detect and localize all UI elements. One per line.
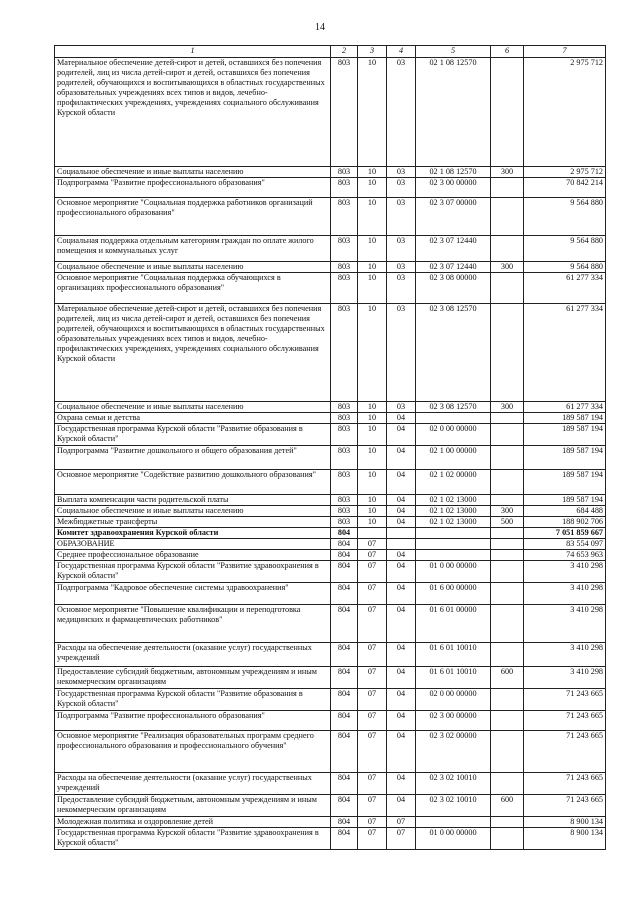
row-name-cell: Социальное обеспечение и иные выплаты населению — [55, 506, 331, 517]
row-name-cell: Комитет здравоохранения Курской области — [55, 528, 331, 539]
row-subsection-cell: 04 — [387, 495, 416, 506]
row-section-cell: 10 — [358, 446, 387, 470]
row-name-cell: Межбюджетные трансферты — [55, 517, 331, 528]
row-expense-type-cell — [491, 539, 524, 550]
row-expense-type-cell — [491, 413, 524, 424]
row-section-cell: 10 — [358, 58, 387, 167]
row-section-cell: 07 — [358, 667, 387, 689]
row-section-cell: 10 — [358, 167, 387, 178]
row-expense-type-cell — [491, 817, 524, 828]
row-amount-cell: 61 277 334 — [524, 402, 606, 413]
row-expense-type-cell — [491, 528, 524, 539]
row-section-cell: 07 — [358, 817, 387, 828]
row-target-code-cell — [416, 817, 491, 828]
row-target-code-cell: 02 3 08 12570 — [416, 304, 491, 402]
table-header-row — [55, 46, 606, 58]
row-amount-cell: 8 900 134 — [524, 817, 606, 828]
row-section-cell: 10 — [358, 506, 387, 517]
row-subsection-cell: 04 — [387, 506, 416, 517]
header-col-subsection: 4 — [387, 46, 416, 58]
table-row — [55, 167, 606, 178]
row-name-cell: Выплата компенсации части родительской платы — [55, 495, 331, 506]
row-name-cell: Государственная программа Курской области "Развитие здравоохранения в Курской области" — [55, 561, 331, 583]
table-row — [55, 304, 606, 402]
row-ministry-cell: 803 — [331, 167, 358, 178]
row-ministry-cell: 803 — [331, 446, 358, 470]
row-amount-cell: 9 564 880 — [524, 236, 606, 262]
row-name-cell: Среднее профессиональное образование — [55, 550, 331, 561]
row-name-cell: Основное мероприятие "Социальная поддержка обучающихся в организациях профессионального образования" — [55, 273, 331, 304]
row-ministry-cell: 803 — [331, 517, 358, 528]
row-ministry-cell: 803 — [331, 413, 358, 424]
row-target-code-cell: 02 1 02 00000 — [416, 470, 491, 495]
row-section-cell: 07 — [358, 539, 387, 550]
row-amount-cell: 74 653 963 — [524, 550, 606, 561]
table-row — [55, 198, 606, 236]
row-section-cell: 10 — [358, 517, 387, 528]
row-ministry-cell: 804 — [331, 583, 358, 605]
row-section-cell: 07 — [358, 689, 387, 711]
row-name-cell: Предоставление субсидий бюджетным, автономным учреждениям и иным некоммерческим организациям — [55, 667, 331, 689]
table-row — [55, 795, 606, 817]
row-expense-type-cell — [491, 711, 524, 731]
row-section-cell: 07 — [358, 828, 387, 850]
row-section-cell: 10 — [358, 495, 387, 506]
row-name-cell: Подпрограмма "Развитие профессионального образования" — [55, 178, 331, 198]
row-subsection-cell: 04 — [387, 583, 416, 605]
header-col-name: 1 — [55, 46, 331, 58]
row-target-code-cell: 02 3 02 10010 — [416, 795, 491, 817]
table-row — [55, 773, 606, 795]
table-row — [55, 667, 606, 689]
row-target-code-cell: 02 3 07 12440 — [416, 262, 491, 273]
page-number: 14 — [315, 22, 325, 33]
row-section-cell: 10 — [358, 424, 387, 446]
table-row — [55, 413, 606, 424]
row-expense-type-cell: 300 — [491, 167, 524, 178]
row-section-cell: 07 — [358, 773, 387, 795]
row-expense-type-cell — [491, 583, 524, 605]
table-row — [55, 402, 606, 413]
row-target-code-cell: 02 1 02 13000 — [416, 506, 491, 517]
row-section-cell: 10 — [358, 470, 387, 495]
row-ministry-cell: 804 — [331, 539, 358, 550]
table-row — [55, 711, 606, 731]
table-row — [55, 643, 606, 667]
row-amount-cell: 2 975 712 — [524, 167, 606, 178]
table-row — [55, 561, 606, 583]
table-body — [55, 58, 606, 850]
table-row — [55, 517, 606, 528]
row-ministry-cell: 803 — [331, 198, 358, 236]
row-subsection-cell: 03 — [387, 262, 416, 273]
header-col-expense-type: 6 — [491, 46, 524, 58]
row-expense-type-cell: 300 — [491, 402, 524, 413]
row-ministry-cell: 803 — [331, 58, 358, 167]
table-row — [55, 583, 606, 605]
row-subsection-cell: 04 — [387, 731, 416, 773]
row-expense-type-cell — [491, 773, 524, 795]
row-amount-cell: 3 410 298 — [524, 643, 606, 667]
row-name-cell: Подпрограмма "Развитие дошкольного и общего образования детей" — [55, 446, 331, 470]
row-name-cell: Социальное обеспечение и иные выплаты населению — [55, 167, 331, 178]
row-name-cell: Государственная программа Курской области "Развитие образования в Курской области" — [55, 689, 331, 711]
row-subsection-cell: 04 — [387, 689, 416, 711]
table-row — [55, 605, 606, 643]
row-subsection-cell: 03 — [387, 273, 416, 304]
row-target-code-cell: 02 0 00 00000 — [416, 424, 491, 446]
row-expense-type-cell — [491, 58, 524, 167]
row-name-cell: Социальная поддержка отдельным категориям граждан по оплате жилого помещения и коммунальных услуг — [55, 236, 331, 262]
header-col-target-code: 5 — [416, 46, 491, 58]
row-amount-cell: 3 410 298 — [524, 583, 606, 605]
row-ministry-cell: 803 — [331, 304, 358, 402]
row-expense-type-cell — [491, 731, 524, 773]
table-row — [55, 178, 606, 198]
row-amount-cell: 2 975 712 — [524, 58, 606, 167]
row-name-cell: Подпрограмма "Развитие профессионального образования" — [55, 711, 331, 731]
row-ministry-cell: 804 — [331, 711, 358, 731]
row-amount-cell: 71 243 665 — [524, 711, 606, 731]
row-amount-cell: 70 842 214 — [524, 178, 606, 198]
row-ministry-cell: 803 — [331, 495, 358, 506]
row-expense-type-cell — [491, 643, 524, 667]
row-ministry-cell: 804 — [331, 561, 358, 583]
row-subsection-cell: 04 — [387, 561, 416, 583]
row-ministry-cell: 804 — [331, 689, 358, 711]
row-ministry-cell: 803 — [331, 273, 358, 304]
row-target-code-cell: 02 3 08 00000 — [416, 273, 491, 304]
row-name-cell: Расходы на обеспечение деятельности (оказание услуг) государственных учреждений — [55, 643, 331, 667]
row-ministry-cell: 803 — [331, 402, 358, 413]
row-expense-type-cell — [491, 470, 524, 495]
row-amount-cell: 188 902 706 — [524, 517, 606, 528]
row-name-cell: Материальное обеспечение детей-сирот и детей, оставшихся без попечения родителей, лиц из числа детей-сирот и детей, оставшихся без попечения родителей, обучающихся и воспитывающихся в областных государственных образовательных учреждениях всех типов и видов, лечебно-профилактических учреждениях, учреждениях социального обслуживания Курской области — [55, 304, 331, 402]
row-name-cell: Расходы на обеспечение деятельности (оказание услуг) государственных учреждений — [55, 773, 331, 795]
table-row — [55, 539, 606, 550]
row-name-cell: Молодежная политика и оздоровление детей — [55, 817, 331, 828]
row-section-cell: 10 — [358, 236, 387, 262]
table-row — [55, 273, 606, 304]
row-section-cell: 10 — [358, 198, 387, 236]
row-target-code-cell: 02 3 08 12570 — [416, 402, 491, 413]
header-col-amount: 7 — [524, 46, 606, 58]
row-expense-type-cell — [491, 550, 524, 561]
row-subsection-cell: 03 — [387, 178, 416, 198]
table-row — [55, 550, 606, 561]
row-amount-cell: 189 587 194 — [524, 424, 606, 446]
row-amount-cell: 3 410 298 — [524, 667, 606, 689]
row-subsection-cell: 04 — [387, 711, 416, 731]
row-target-code-cell — [416, 528, 491, 539]
row-section-cell: 10 — [358, 413, 387, 424]
table-row — [55, 424, 606, 446]
row-section-cell: 10 — [358, 402, 387, 413]
row-target-code-cell: 02 1 08 12570 — [416, 167, 491, 178]
row-ministry-cell: 804 — [331, 528, 358, 539]
row-name-cell: Подпрограмма "Кадровое обеспечение системы здравоохранения" — [55, 583, 331, 605]
row-ministry-cell: 804 — [331, 795, 358, 817]
row-expense-type-cell — [491, 178, 524, 198]
row-target-code-cell — [416, 550, 491, 561]
row-amount-cell: 9 564 880 — [524, 262, 606, 273]
row-expense-type-cell — [491, 828, 524, 850]
row-ministry-cell: 804 — [331, 773, 358, 795]
row-amount-cell: 61 277 334 — [524, 273, 606, 304]
row-subsection-cell: 04 — [387, 605, 416, 643]
row-section-cell: 10 — [358, 178, 387, 198]
row-section-cell: 07 — [358, 731, 387, 773]
row-section-cell: 10 — [358, 273, 387, 304]
row-section-cell — [358, 528, 387, 539]
table-row — [55, 470, 606, 495]
table-row — [55, 495, 606, 506]
row-expense-type-cell — [491, 304, 524, 402]
row-subsection-cell: 04 — [387, 643, 416, 667]
row-section-cell: 07 — [358, 643, 387, 667]
row-section-cell: 07 — [358, 711, 387, 731]
row-target-code-cell: 02 3 02 00000 — [416, 731, 491, 773]
row-amount-cell: 71 243 665 — [524, 773, 606, 795]
row-target-code-cell: 01 6 01 10010 — [416, 643, 491, 667]
row-ministry-cell: 804 — [331, 643, 358, 667]
row-target-code-cell: 02 1 02 13000 — [416, 495, 491, 506]
row-name-cell: Социальное обеспечение и иные выплаты населению — [55, 402, 331, 413]
row-subsection-cell: 04 — [387, 773, 416, 795]
row-ministry-cell: 804 — [331, 550, 358, 561]
row-expense-type-cell — [491, 273, 524, 304]
row-amount-cell: 3 410 298 — [524, 561, 606, 583]
budget-table — [54, 45, 606, 850]
row-amount-cell: 71 243 665 — [524, 689, 606, 711]
row-subsection-cell: 03 — [387, 402, 416, 413]
row-amount-cell: 83 554 097 — [524, 539, 606, 550]
row-section-cell: 10 — [358, 304, 387, 402]
row-amount-cell: 7 051 859 667 — [524, 528, 606, 539]
row-expense-type-cell: 600 — [491, 795, 524, 817]
row-name-cell: Основное мероприятие "Социальная поддержка работников организаций профессионального образования" — [55, 198, 331, 236]
row-target-code-cell: 02 1 02 13000 — [416, 517, 491, 528]
row-expense-type-cell — [491, 605, 524, 643]
row-subsection-cell: 04 — [387, 667, 416, 689]
row-subsection-cell: 07 — [387, 817, 416, 828]
row-expense-type-cell: 300 — [491, 262, 524, 273]
row-name-cell: Основное мероприятие "Повышение квалификации и переподготовка медицинских и фармацевтических работников" — [55, 605, 331, 643]
row-name-cell: ОБРАЗОВАНИЕ — [55, 539, 331, 550]
table-row — [55, 528, 606, 539]
row-name-cell: Основное мероприятие "Реализация образовательных программ среднего профессионального образования и профессионального обучения" — [55, 731, 331, 773]
row-expense-type-cell: 500 — [491, 517, 524, 528]
row-subsection-cell: 03 — [387, 198, 416, 236]
row-ministry-cell: 803 — [331, 506, 358, 517]
row-ministry-cell: 803 — [331, 178, 358, 198]
row-subsection-cell: 04 — [387, 517, 416, 528]
row-ministry-cell: 803 — [331, 470, 358, 495]
row-subsection-cell — [387, 539, 416, 550]
row-name-cell: Государственная программа Курской области "Развитие образования в Курской области" — [55, 424, 331, 446]
row-subsection-cell: 03 — [387, 236, 416, 262]
row-expense-type-cell — [491, 198, 524, 236]
row-subsection-cell: 04 — [387, 424, 416, 446]
row-expense-type-cell — [491, 236, 524, 262]
row-subsection-cell: 03 — [387, 167, 416, 178]
row-name-cell: Социальное обеспечение и иные выплаты населению — [55, 262, 331, 273]
row-ministry-cell: 804 — [331, 828, 358, 850]
row-amount-cell: 61 277 334 — [524, 304, 606, 402]
row-section-cell: 07 — [358, 550, 387, 561]
row-target-code-cell: 02 3 07 00000 — [416, 198, 491, 236]
row-ministry-cell: 803 — [331, 262, 358, 273]
row-expense-type-cell — [491, 446, 524, 470]
row-expense-type-cell: 600 — [491, 667, 524, 689]
row-expense-type-cell — [491, 495, 524, 506]
row-amount-cell: 189 587 194 — [524, 495, 606, 506]
row-amount-cell: 9 564 880 — [524, 198, 606, 236]
table-row — [55, 828, 606, 850]
row-subsection-cell: 04 — [387, 413, 416, 424]
row-target-code-cell: 01 0 00 00000 — [416, 561, 491, 583]
row-expense-type-cell — [491, 561, 524, 583]
row-ministry-cell: 804 — [331, 605, 358, 643]
row-ministry-cell: 803 — [331, 424, 358, 446]
row-amount-cell: 8 900 134 — [524, 828, 606, 850]
row-section-cell: 07 — [358, 583, 387, 605]
header-col-section: 3 — [358, 46, 387, 58]
row-target-code-cell — [416, 413, 491, 424]
row-name-cell: Основное мероприятие "Содействие развитию дошкольного образования" — [55, 470, 331, 495]
row-amount-cell: 189 587 194 — [524, 470, 606, 495]
row-target-code-cell: 01 6 00 00000 — [416, 583, 491, 605]
table-row — [55, 731, 606, 773]
row-subsection-cell: 07 — [387, 828, 416, 850]
row-subsection-cell: 04 — [387, 446, 416, 470]
table-row — [55, 446, 606, 470]
row-section-cell: 07 — [358, 605, 387, 643]
table-row — [55, 262, 606, 273]
row-section-cell: 10 — [358, 262, 387, 273]
row-amount-cell: 189 587 194 — [524, 446, 606, 470]
row-target-code-cell: 02 3 00 00000 — [416, 178, 491, 198]
row-name-cell: Государственная программа Курской области "Развитие здравоохранения в Курской области" — [55, 828, 331, 850]
row-subsection-cell: 03 — [387, 304, 416, 402]
row-name-cell: Предоставление субсидий бюджетным, автономным учреждениям и иным некоммерческим организациям — [55, 795, 331, 817]
row-amount-cell: 189 587 194 — [524, 413, 606, 424]
table-row — [55, 689, 606, 711]
row-expense-type-cell: 300 — [491, 506, 524, 517]
row-target-code-cell: 02 3 02 10010 — [416, 773, 491, 795]
row-subsection-cell: 03 — [387, 58, 416, 167]
table-row — [55, 506, 606, 517]
row-amount-cell: 71 243 665 — [524, 795, 606, 817]
table-row — [55, 58, 606, 167]
row-amount-cell: 3 410 298 — [524, 605, 606, 643]
row-name-cell: Материальное обеспечение детей-сирот и детей, оставшихся без попечения родителей, лиц из числа детей-сирот и детей, оставшихся без попечения родителей, обучающихся и воспитывающихся в областных государственных образовательных учреждениях всех типов и видов, лечебно-профилактических учреждениях, учреждениях социального обслуживания Курской области — [55, 58, 331, 167]
row-expense-type-cell — [491, 424, 524, 446]
row-section-cell: 07 — [358, 795, 387, 817]
row-subsection-cell: 04 — [387, 550, 416, 561]
row-target-code-cell: 02 0 00 00000 — [416, 689, 491, 711]
row-subsection-cell — [387, 528, 416, 539]
row-target-code-cell: 01 6 01 00000 — [416, 605, 491, 643]
row-subsection-cell: 04 — [387, 795, 416, 817]
row-expense-type-cell — [491, 689, 524, 711]
row-amount-cell: 71 243 665 — [524, 731, 606, 773]
row-target-code-cell: 01 0 00 00000 — [416, 828, 491, 850]
table-row — [55, 236, 606, 262]
row-target-code-cell: 02 3 00 00000 — [416, 711, 491, 731]
row-ministry-cell: 804 — [331, 817, 358, 828]
row-ministry-cell: 804 — [331, 731, 358, 773]
row-target-code-cell — [416, 539, 491, 550]
row-target-code-cell: 02 1 00 00000 — [416, 446, 491, 470]
row-amount-cell: 684 488 — [524, 506, 606, 517]
row-section-cell: 07 — [358, 561, 387, 583]
header-col-ministry: 2 — [331, 46, 358, 58]
row-name-cell: Охрана семьи и детства — [55, 413, 331, 424]
table-row — [55, 817, 606, 828]
row-target-code-cell: 01 6 01 10010 — [416, 667, 491, 689]
row-subsection-cell: 04 — [387, 470, 416, 495]
row-ministry-cell: 804 — [331, 667, 358, 689]
row-target-code-cell: 02 1 08 12570 — [416, 58, 491, 167]
row-target-code-cell: 02 3 07 12440 — [416, 236, 491, 262]
row-ministry-cell: 803 — [331, 236, 358, 262]
